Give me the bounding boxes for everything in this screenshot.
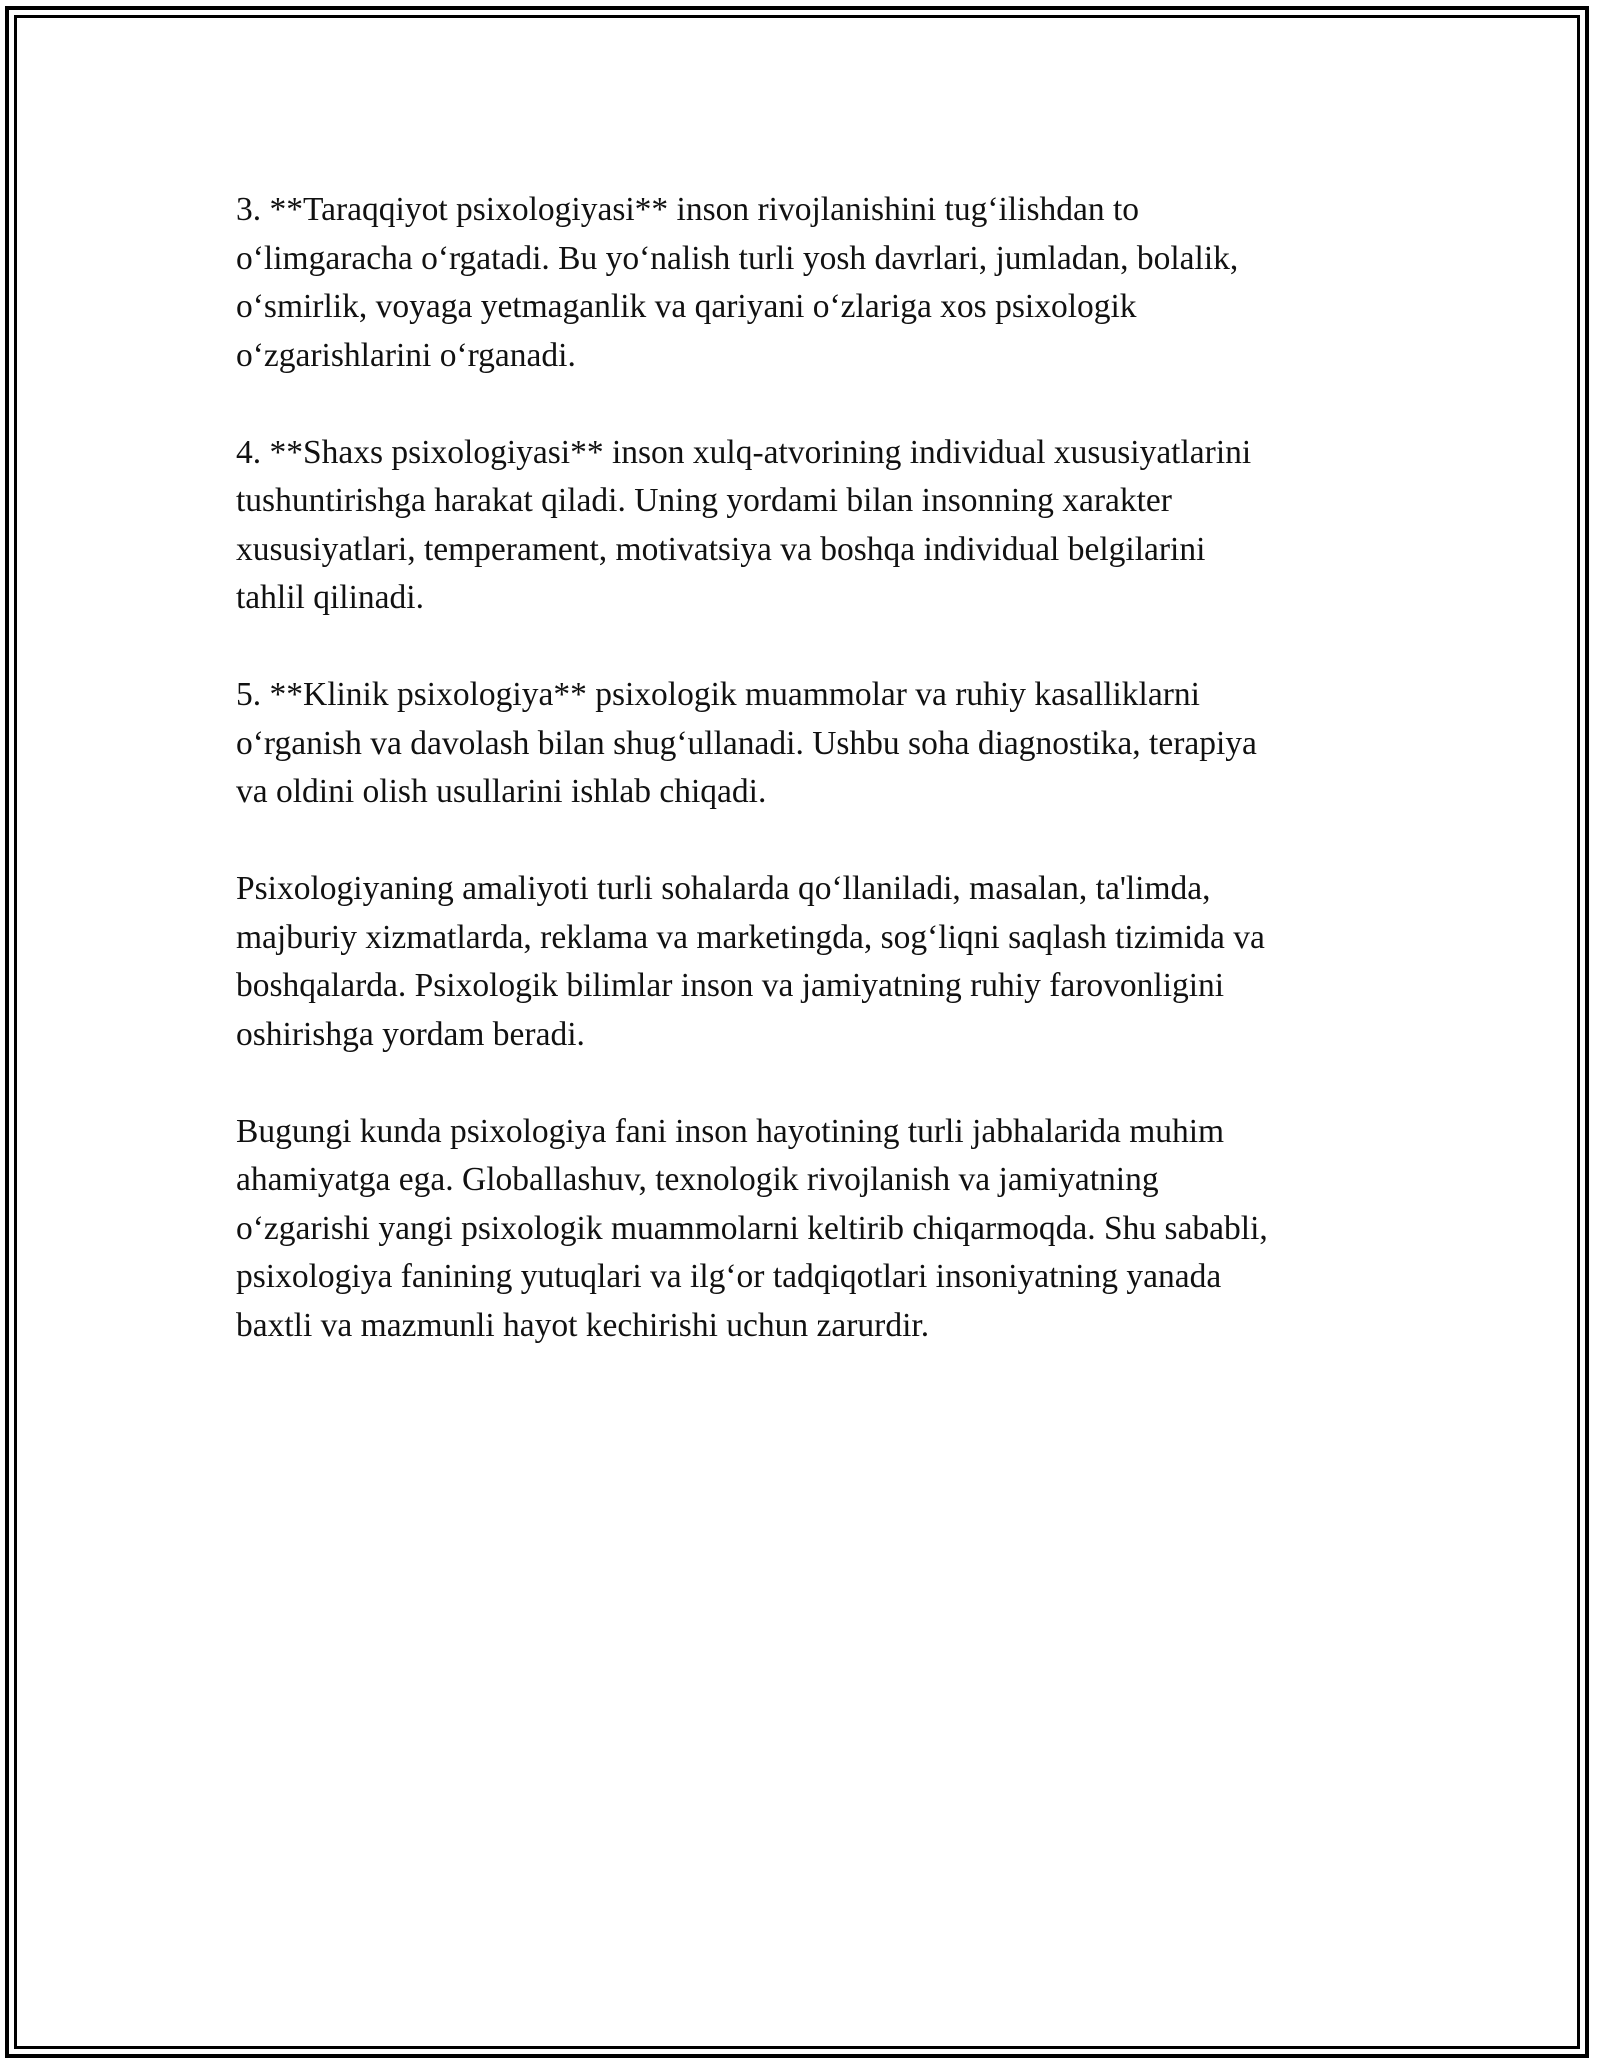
- text-line: va oldini olish usullarini ishlab chiqadi.: [236, 773, 767, 810]
- paragraph-developmental-psychology: [236, 186, 1376, 380]
- paragraph-conclusion: [236, 1108, 1376, 1351]
- text-line: 4. **Shaxs psixologiyasi** inson xulq-atvorining individual xususiyatlarini: [236, 433, 1252, 471]
- text-line: 5. **Klinik psixologiya** psixologik muammolar va ruhiy kasalliklarni: [236, 676, 1200, 713]
- paragraph-clinical-psychology: [236, 671, 1376, 817]
- text-line: ahamiyatga ega. Globallashuv, texnologik rivojlanish va jamiyatning: [236, 1161, 1159, 1198]
- text-line: tahlil qilinadi.: [236, 579, 424, 616]
- text-line: boshqalarda. Psixologik bilimlar inson va jamiyatning ruhiy farovonligini: [236, 967, 1225, 1004]
- paragraph-applied-psychology: [236, 865, 1376, 1059]
- text-line: 3. **Taraqqiyot psixologiyasi** inson rivojlanishini tug‘ilishdan to: [236, 191, 1140, 228]
- text-line: o‘zgarishlarini o‘rganadi.: [236, 336, 576, 374]
- text-line: o‘limgaracha o‘rgatadi. Bu yo‘nalish turli yosh davrlari, jumladan, bolalik,: [236, 239, 1239, 277]
- document-body: [236, 186, 1376, 1350]
- text-line: oshirishga yordam beradi.: [236, 1015, 585, 1053]
- text-line: majburiy xizmatlarda, reklama va marketingda, sog‘liqni saqlash tizimida va: [236, 918, 1265, 956]
- text-line: o‘zgarishi yangi psixologik muammolarni keltirib chiqarmoqda. Shu sababli,: [236, 1209, 1268, 1247]
- text-line: baxtli va mazmunli hayot kechirishi uchun zarurdir.: [236, 1306, 930, 1344]
- text-line: Psixologiyaning amaliyoti turli sohalarda qo‘llaniladi, masalan, ta'limda,: [236, 870, 1211, 907]
- text-line: Bugungi kunda psixologiya fani inson hayotining turli jabhalarida muhim: [236, 1112, 1225, 1150]
- paragraph-personality-psychology: [236, 429, 1376, 623]
- text-line: psixologiya fanining yutuqlari va ilg‘or tadqiqotlari insoniyatning yanada: [236, 1258, 1222, 1295]
- text-line: o‘rganish va davolash bilan shug‘ullanadi. Ushbu soha diagnostika, terapiya: [236, 724, 1257, 762]
- text-line: xususiyatlari, temperament, motivatsiya va boshqa individual belgilarini: [236, 530, 1206, 568]
- text-line: o‘smirlik, voyaga yetmaganlik va qariyani o‘zlariga xos psixologik: [236, 288, 1137, 325]
- text-line: tushuntirishga harakat qiladi. Uning yordami bilan insonning xarakter: [236, 482, 1172, 519]
